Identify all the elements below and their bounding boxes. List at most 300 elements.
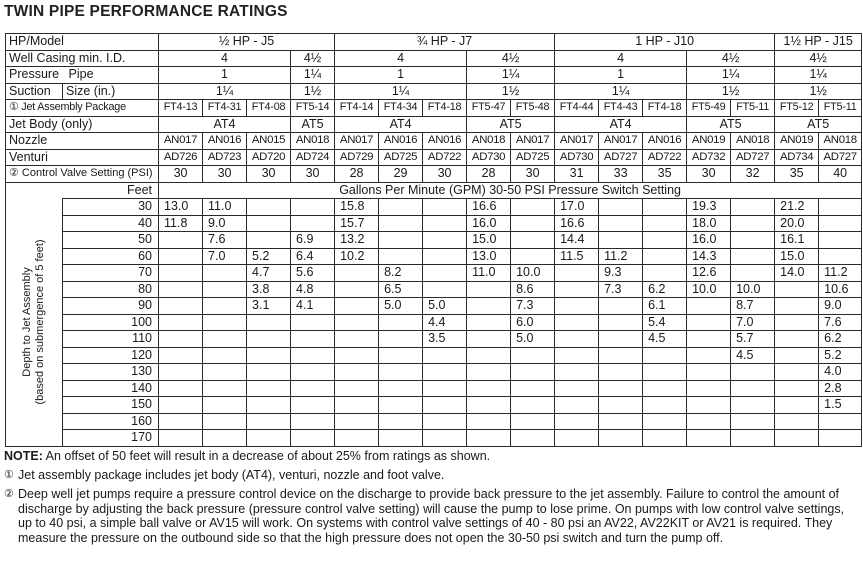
valve-setting-cell: 30 <box>687 166 731 183</box>
gpm-cell <box>599 298 643 315</box>
control-valve-row <box>6 166 862 183</box>
gpm-cell <box>159 331 203 348</box>
gpm-cell <box>555 413 599 430</box>
jet-package-cell: FT4-13 <box>159 100 203 117</box>
footnote-1-marker: ① <box>4 468 14 481</box>
pipe-cell: 1¼ <box>467 67 555 84</box>
feet-label: Feet <box>63 182 159 199</box>
gpm-cell: 4.5 <box>731 347 775 364</box>
gpm-cell: 10.6 <box>819 281 862 298</box>
gpm-cell <box>379 331 423 348</box>
depth-row <box>6 314 862 331</box>
gpm-cell <box>423 281 467 298</box>
gpm-cell: 3.5 <box>423 331 467 348</box>
gpm-cell <box>379 232 423 249</box>
nozzle-cell: AN015 <box>247 133 291 150</box>
nozzle-cell: AN016 <box>379 133 423 150</box>
corner-cell <box>6 182 63 199</box>
gpm-cell <box>247 413 291 430</box>
gpm-cell <box>731 265 775 282</box>
gpm-cell <box>335 430 379 447</box>
gpm-cell <box>379 347 423 364</box>
gpm-cell <box>423 380 467 397</box>
gpm-cell <box>203 298 247 315</box>
gpm-cell <box>687 380 731 397</box>
gpm-cell <box>775 397 819 414</box>
depth-feet-cell: 60 <box>63 248 159 265</box>
depth-row <box>6 215 862 232</box>
gpm-cell <box>159 232 203 249</box>
venturi-cell: AD725 <box>511 149 555 166</box>
gpm-cell <box>379 413 423 430</box>
gpm-cell: 7.0 <box>731 314 775 331</box>
gpm-cell: 1.5 <box>819 397 862 414</box>
gpm-cell: 15.8 <box>335 199 379 216</box>
venturi-cell: AD730 <box>555 149 599 166</box>
gpm-cell <box>247 347 291 364</box>
gpm-cell <box>291 364 335 381</box>
gpm-cell <box>775 347 819 364</box>
valve-setting-cell: 30 <box>247 166 291 183</box>
jet-package-cell: FT4-18 <box>643 100 687 117</box>
gpm-cell <box>599 380 643 397</box>
gpm-cell <box>335 413 379 430</box>
gpm-cell: 14.4 <box>555 232 599 249</box>
gpm-cell <box>379 215 423 232</box>
nozzle-label: Nozzle <box>6 133 159 150</box>
gpm-cell <box>555 430 599 447</box>
depth-feet-cell: 70 <box>63 265 159 282</box>
venturi-cell: AD734 <box>775 149 819 166</box>
note-text: An offset of 50 feet will result in a decrease of about 25% from ratings as shown. <box>42 449 491 463</box>
control-valve-label: ② Control Valve Setting (PSI) <box>6 166 159 183</box>
gpm-cell: 13.0 <box>159 199 203 216</box>
gpm-cell <box>247 232 291 249</box>
jet-body-label: Jet Body (only) <box>6 116 159 133</box>
gpm-cell: 11.0 <box>203 199 247 216</box>
venturi-cell: AD732 <box>687 149 731 166</box>
gpm-cell <box>687 298 731 315</box>
model-header: ½ HP - J5 <box>159 34 335 51</box>
gpm-cell <box>467 380 511 397</box>
performance-table <box>5 33 862 447</box>
depth-row <box>6 298 862 315</box>
gpm-cell <box>555 298 599 315</box>
depth-feet-cell: 80 <box>63 281 159 298</box>
model-header: 1 HP - J10 <box>555 34 775 51</box>
gpm-cell: 15.0 <box>775 248 819 265</box>
gpm-cell <box>731 215 775 232</box>
jet-body-cell: AT4 <box>555 116 687 133</box>
gpm-cell: 7.3 <box>511 298 555 315</box>
gpm-cell <box>379 380 423 397</box>
gpm-cell: 7.6 <box>819 314 862 331</box>
gpm-cell <box>555 331 599 348</box>
gpm-cell: 13.2 <box>335 232 379 249</box>
gpm-cell: 21.2 <box>775 199 819 216</box>
gpm-cell <box>819 199 862 216</box>
valve-setting-cell: 28 <box>335 166 379 183</box>
footnote-2-marker: ② <box>4 488 14 500</box>
gpm-cell <box>599 413 643 430</box>
gpm-cell <box>291 347 335 364</box>
gpm-cell <box>599 364 643 381</box>
gpm-cell <box>159 380 203 397</box>
gpm-cell: 6.2 <box>643 281 687 298</box>
gpm-cell <box>731 232 775 249</box>
gpm-cell <box>247 380 291 397</box>
venturi-row <box>6 149 862 166</box>
nozzle-row <box>6 133 862 150</box>
gpm-cell <box>335 397 379 414</box>
well-casing-label: Well Casing min. I.D. <box>6 50 159 67</box>
gpm-cell <box>511 364 555 381</box>
nozzle-cell: AN016 <box>423 133 467 150</box>
jet-package-cell: FT5-11 <box>819 100 862 117</box>
gpm-cell <box>467 364 511 381</box>
depth-row <box>6 397 862 414</box>
gpm-cell <box>159 364 203 381</box>
gpm-cell: 5.7 <box>731 331 775 348</box>
gpm-cell: 6.4 <box>291 248 335 265</box>
valve-setting-cell: 35 <box>643 166 687 183</box>
gpm-cell: 11.2 <box>599 248 643 265</box>
casing-cell: 4 <box>335 50 467 67</box>
gpm-cell <box>203 281 247 298</box>
gpm-cell <box>291 380 335 397</box>
gpm-cell <box>467 397 511 414</box>
gpm-cell: 5.0 <box>511 331 555 348</box>
gpm-cell <box>203 380 247 397</box>
casing-cell: 4½ <box>775 50 862 67</box>
gpm-cell <box>599 397 643 414</box>
pipe-cell: 1 <box>159 67 291 84</box>
gpm-cell: 6.2 <box>819 331 862 348</box>
gpm-cell <box>687 314 731 331</box>
gpm-cell <box>467 281 511 298</box>
venturi-label: Venturi <box>6 149 159 166</box>
gpm-cell <box>247 314 291 331</box>
gpm-cell: 16.0 <box>467 215 511 232</box>
gpm-cell: 4.5 <box>643 331 687 348</box>
gpm-cell <box>159 397 203 414</box>
gpm-cell: 16.6 <box>467 199 511 216</box>
gpm-cell: 4.8 <box>291 281 335 298</box>
gpm-cell <box>599 199 643 216</box>
footnote-2-text: Deep well jet pumps require a pressure control device on the discharge to provide back pressure to the jet assembly. Failure to control the amount of discharge by adjusting the back pressure (pressure control valve setting) will cause the pump to lose prime. On pumps with low control valve settings, up to 40 psi, a simple ball valve or AV15 will work. On systems with control valve settings of 40 - 80 psi an AV22, AV22KIT or AV21 is required. They measure the pressure on the outbound side so that the high pressure does not open the 30-50 psi switch and turn the pump off. <box>18 487 845 545</box>
gpm-cell <box>819 248 862 265</box>
gpm-cell <box>555 347 599 364</box>
gpm-cell <box>643 232 687 249</box>
gpm-cell: 16.0 <box>687 232 731 249</box>
gpm-cell <box>599 215 643 232</box>
jet-package-cell: FT5-47 <box>467 100 511 117</box>
gpm-cell: 16.1 <box>775 232 819 249</box>
depth-row <box>6 199 862 216</box>
suction-label: Suction <box>6 83 63 100</box>
feet-header-row <box>6 182 862 199</box>
gpm-cell <box>731 199 775 216</box>
gpm-cell: 10.0 <box>511 265 555 282</box>
gpm-cell <box>555 397 599 414</box>
gpm-cell <box>203 347 247 364</box>
gpm-cell <box>687 364 731 381</box>
gpm-cell: 19.3 <box>687 199 731 216</box>
pipe-cell: 1¼ <box>291 67 335 84</box>
venturi-cell: AD730 <box>467 149 511 166</box>
gpm-cell: 15.7 <box>335 215 379 232</box>
gpm-cell <box>511 380 555 397</box>
suction-cell: 1½ <box>687 83 775 100</box>
jet-package-cell: FT5-12 <box>775 100 819 117</box>
depth-feet-cell: 120 <box>63 347 159 364</box>
gpm-cell: 10.0 <box>687 281 731 298</box>
casing-cell: 4 <box>555 50 687 67</box>
nozzle-cell: AN019 <box>687 133 731 150</box>
depth-row <box>6 248 862 265</box>
gpm-cell <box>423 347 467 364</box>
venturi-cell: AD729 <box>335 149 379 166</box>
nozzle-cell: AN018 <box>819 133 862 150</box>
gpm-cell <box>643 413 687 430</box>
gpm-cell <box>555 281 599 298</box>
pipe-cell: 1¼ <box>775 67 862 84</box>
gpm-cell <box>819 413 862 430</box>
gpm-cell <box>291 413 335 430</box>
gpm-cell: 3.1 <box>247 298 291 315</box>
jet-package-cell: FT5-14 <box>291 100 335 117</box>
gpm-cell <box>291 397 335 414</box>
jet-body-cell: AT5 <box>467 116 555 133</box>
valve-setting-cell: 33 <box>599 166 643 183</box>
depth-feet-cell: 100 <box>63 314 159 331</box>
venturi-cell: AD724 <box>291 149 335 166</box>
pipe-cell: 1 <box>335 67 467 84</box>
jet-assembly-label: ① Jet Assembly Package <box>6 100 159 117</box>
gpm-cell <box>291 199 335 216</box>
gpm-cell: 4.7 <box>247 265 291 282</box>
gpm-cell: 8.6 <box>511 281 555 298</box>
gpm-cell <box>775 298 819 315</box>
gpm-cell <box>731 430 775 447</box>
gpm-cell: 9.0 <box>203 215 247 232</box>
jet-body-cell: AT4 <box>159 116 291 133</box>
nozzle-cell: AN017 <box>335 133 379 150</box>
jet-package-cell: FT4-44 <box>555 100 599 117</box>
jet-package-cell: FT4-08 <box>247 100 291 117</box>
gpm-cell <box>247 215 291 232</box>
gpm-cell <box>335 347 379 364</box>
gpm-cell <box>775 331 819 348</box>
nozzle-cell: AN017 <box>159 133 203 150</box>
depth-feet-cell: 150 <box>63 397 159 414</box>
gpm-cell <box>247 397 291 414</box>
nozzle-cell: AN017 <box>511 133 555 150</box>
depth-row <box>6 380 862 397</box>
nozzle-cell: AN018 <box>467 133 511 150</box>
gpm-cell <box>467 331 511 348</box>
gpm-cell <box>335 314 379 331</box>
gpm-cell <box>643 248 687 265</box>
gpm-cell <box>687 331 731 348</box>
jet-assembly-row <box>6 100 862 117</box>
gpm-cell <box>159 347 203 364</box>
gpm-cell <box>203 397 247 414</box>
gpm-cell <box>423 215 467 232</box>
venturi-cell: AD722 <box>643 149 687 166</box>
gpm-cell <box>511 215 555 232</box>
gpm-cell <box>599 232 643 249</box>
gpm-cell <box>731 248 775 265</box>
gpm-cell <box>379 199 423 216</box>
gpm-cell <box>599 430 643 447</box>
suction-cell: 1¼ <box>555 83 687 100</box>
gpm-cell <box>423 364 467 381</box>
gpm-cell <box>423 265 467 282</box>
gpm-cell <box>775 314 819 331</box>
gpm-cell <box>687 347 731 364</box>
depth-feet-cell: 130 <box>63 364 159 381</box>
suction-cell: 1½ <box>467 83 555 100</box>
gpm-cell <box>643 380 687 397</box>
pipe-cell: 1¼ <box>687 67 775 84</box>
venturi-cell: AD727 <box>819 149 862 166</box>
gpm-cell <box>555 380 599 397</box>
gpm-cell <box>379 430 423 447</box>
jet-body-cell: AT4 <box>335 116 467 133</box>
gpm-cell <box>203 265 247 282</box>
gpm-cell <box>555 314 599 331</box>
hp-model-row <box>6 34 862 51</box>
depth-feet-cell: 170 <box>63 430 159 447</box>
gpm-cell <box>335 265 379 282</box>
gpm-cell <box>159 248 203 265</box>
note-line <box>4 449 860 464</box>
venturi-cell: AD722 <box>423 149 467 166</box>
jet-package-cell: FT5-49 <box>687 100 731 117</box>
hp-model-label: HP/Model <box>6 34 159 51</box>
depth-label-line2: (based on submergence of 5 feet) <box>34 239 46 405</box>
footnote-1-text: Jet assembly package includes jet body (AT4), venturi, nozzle and foot valve. <box>18 467 445 482</box>
gpm-cell <box>379 248 423 265</box>
gpm-cell <box>335 380 379 397</box>
venturi-cell: AD723 <box>203 149 247 166</box>
depth-feet-cell: 50 <box>63 232 159 249</box>
gpm-cell: 6.0 <box>511 314 555 331</box>
jet-body-row <box>6 116 862 133</box>
depth-feet-cell: 30 <box>63 199 159 216</box>
gpm-cell: 9.3 <box>599 265 643 282</box>
gpm-cell <box>423 232 467 249</box>
gpm-cell: 5.6 <box>291 265 335 282</box>
depth-row <box>6 364 862 381</box>
gpm-cell: 13.0 <box>467 248 511 265</box>
gpm-cell <box>775 364 819 381</box>
nozzle-cell: AN017 <box>555 133 599 150</box>
nozzle-cell: AN019 <box>775 133 819 150</box>
gpm-cell <box>379 397 423 414</box>
nozzle-cell: AN018 <box>731 133 775 150</box>
footnote-1 <box>4 468 860 483</box>
gpm-cell <box>335 298 379 315</box>
gpm-cell <box>643 347 687 364</box>
casing-cell: 4½ <box>291 50 335 67</box>
gpm-cell <box>423 199 467 216</box>
gpm-cell: 5.0 <box>423 298 467 315</box>
gpm-cell <box>599 331 643 348</box>
jet-package-cell: FT5-11 <box>731 100 775 117</box>
gpm-cell <box>511 397 555 414</box>
valve-setting-cell: 32 <box>731 166 775 183</box>
gpm-cell <box>159 298 203 315</box>
valve-setting-cell: 30 <box>511 166 555 183</box>
notes-section <box>4 449 860 545</box>
gpm-cell: 14.0 <box>775 265 819 282</box>
gpm-header: Gallons Per Minute (GPM) 30-50 PSI Pressure Switch Setting <box>159 182 862 199</box>
gpm-cell <box>159 314 203 331</box>
valve-setting-cell: 30 <box>291 166 335 183</box>
gpm-cell: 4.4 <box>423 314 467 331</box>
well-casing-row <box>6 50 862 67</box>
pressure-label: Pressure <box>6 67 63 84</box>
venturi-cell: AD727 <box>599 149 643 166</box>
gpm-cell <box>467 347 511 364</box>
gpm-cell <box>731 364 775 381</box>
gpm-cell: 12.6 <box>687 265 731 282</box>
gpm-cell <box>247 331 291 348</box>
gpm-cell <box>247 199 291 216</box>
nozzle-cell: AN017 <box>599 133 643 150</box>
jet-package-cell: FT5-48 <box>511 100 555 117</box>
nozzle-cell: AN016 <box>203 133 247 150</box>
valve-setting-cell: 28 <box>467 166 511 183</box>
gpm-cell <box>731 397 775 414</box>
gpm-cell <box>467 413 511 430</box>
gpm-cell <box>687 413 731 430</box>
gpm-cell: 20.0 <box>775 215 819 232</box>
gpm-cell <box>423 248 467 265</box>
gpm-cell <box>643 430 687 447</box>
depth-axis-label <box>6 199 63 447</box>
valve-setting-cell: 29 <box>379 166 423 183</box>
gpm-cell: 6.5 <box>379 281 423 298</box>
valve-setting-cell: 31 <box>555 166 599 183</box>
valve-setting-cell: 35 <box>775 166 819 183</box>
gpm-cell: 11.5 <box>555 248 599 265</box>
depth-row <box>6 232 862 249</box>
depth-feet-cell: 160 <box>63 413 159 430</box>
model-header: 1½ HP - J15 <box>775 34 862 51</box>
gpm-cell <box>203 413 247 430</box>
depth-feet-cell: 140 <box>63 380 159 397</box>
gpm-cell: 5.0 <box>379 298 423 315</box>
valve-setting-cell: 30 <box>159 166 203 183</box>
gpm-cell: 10.2 <box>335 248 379 265</box>
gpm-cell <box>643 265 687 282</box>
gpm-cell: 9.0 <box>819 298 862 315</box>
gpm-cell: 6.9 <box>291 232 335 249</box>
gpm-cell <box>511 413 555 430</box>
venturi-cell: AD720 <box>247 149 291 166</box>
pipe-cell: 1 <box>555 67 687 84</box>
gpm-cell: 7.3 <box>599 281 643 298</box>
gpm-cell <box>247 430 291 447</box>
gpm-cell <box>511 430 555 447</box>
jet-body-cell: AT5 <box>775 116 862 133</box>
valve-setting-cell: 30 <box>203 166 247 183</box>
gpm-cell <box>511 347 555 364</box>
gpm-cell: 11.0 <box>467 265 511 282</box>
